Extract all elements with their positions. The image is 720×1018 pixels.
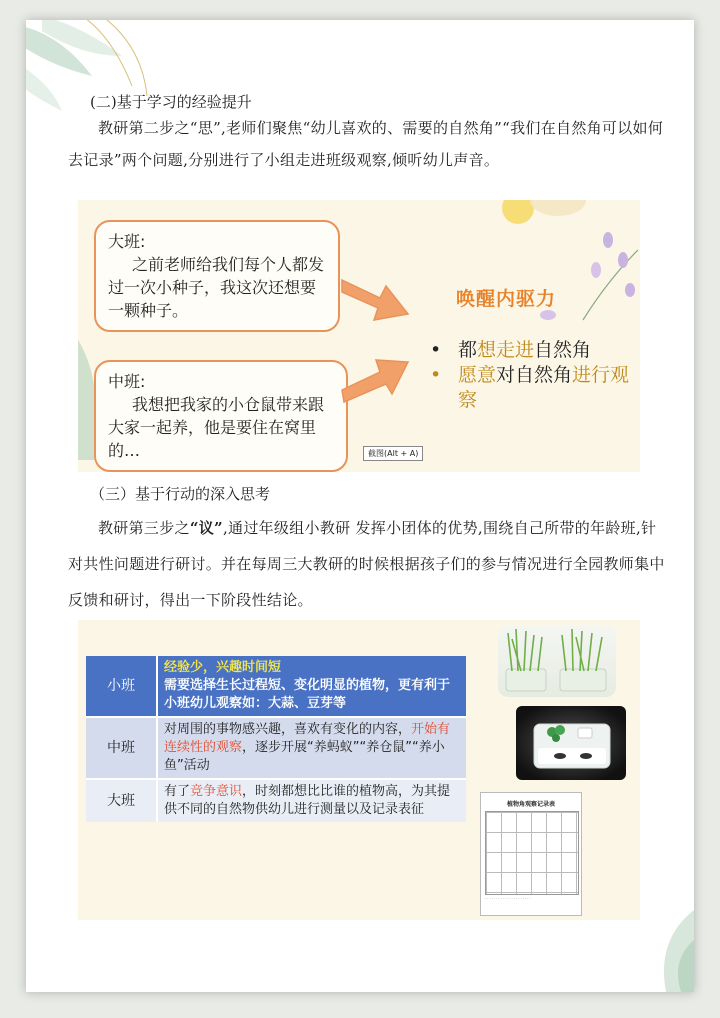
description-cell xyxy=(157,779,466,822)
observation-record-sheet xyxy=(480,792,582,916)
bullet-text: 对自然角 xyxy=(496,364,573,386)
speech-bubble-big-class xyxy=(94,220,340,332)
bullet-highlight: 进行观察 xyxy=(458,364,630,411)
bubble-speaker: 中班: xyxy=(108,372,146,391)
paragraph-quote: “议” xyxy=(189,519,223,537)
description-text: 有了 xyxy=(164,784,191,799)
table-row xyxy=(86,779,466,822)
description-highlight: 经验少，兴趣时间短 xyxy=(164,660,282,675)
bullet-text: 都 xyxy=(458,339,478,361)
description-cell xyxy=(157,656,466,717)
bullet-list xyxy=(426,338,636,413)
bullet-highlight: 想走进 xyxy=(477,339,535,361)
document-page xyxy=(26,20,694,992)
arrow-right-icon xyxy=(340,270,410,326)
bubble-speaker: 大班: xyxy=(108,232,146,251)
age-group-table xyxy=(86,656,466,822)
bubble-text: 我想把我家的小仓鼠带来跟大家一起养，他是要住在窝里的… xyxy=(108,395,325,460)
bullet-item xyxy=(426,363,636,413)
paragraph-text: ,通过年级组小教研 发挥小团体的优势,围绕自己所带的年龄班,针对共性问题进行研讨。并在每周三大教研的时候根据孩子们的参与情况进行全园教师集中反馈和研讨，得出一下阶段性结论。 xyxy=(68,519,665,609)
section2-heading: (二)基于学习的经验提升 xyxy=(90,93,252,111)
description-text: 需要选择生长过程短、变化明显的植物，更有利于小班幼儿观察如：大蒜、豆芽等 xyxy=(164,678,451,711)
arrow-right-icon xyxy=(340,350,410,406)
record-grid xyxy=(485,811,579,895)
bullet-text: 自然角 xyxy=(534,339,592,361)
level-cell: 中班 xyxy=(86,717,157,779)
level-cell: 大班 xyxy=(86,779,157,822)
description-text: 对周围的事物感兴趣，喜欢有变化的内容， xyxy=(164,722,412,737)
bullet-item xyxy=(426,338,636,363)
description-highlight: 竞争意识 xyxy=(190,784,243,799)
paragraph-text: 教研第三步之 xyxy=(98,519,190,537)
section2-paragraph: 教研第二步之“思”,老师们聚焦“幼儿喜欢的、需要的自然角”“我们在自然角可以如何去记录”两个问题,分别进行了小组走进班级观察,倾听幼儿声音。 xyxy=(68,119,664,169)
bullet-dot: • xyxy=(430,364,442,386)
description-text: ，时刻都想比比谁的植物高，为其提供不同的自然物供幼儿进行测量以及记录表征 xyxy=(164,784,451,817)
description-text: ，逐步开展“养蚂蚁”“养仓鼠”“养小鱼”活动 xyxy=(164,740,445,773)
slide-age-group-conclusions xyxy=(78,620,640,920)
screenshot-shortcut-tag[interactable]: 截图(Alt + A) xyxy=(363,446,423,461)
section3-paragraph xyxy=(68,510,668,618)
sprouts-photo xyxy=(498,625,616,697)
section3-heading: （三）基于行动的深入思考 xyxy=(90,485,271,503)
speech-bubble-middle-class xyxy=(94,360,348,472)
record-sheet-note: · · · · · · · · · · · · · · · · · · · · · xyxy=(485,897,531,901)
description-cell xyxy=(157,717,466,779)
bullet-dot: • xyxy=(430,339,442,361)
bubble-text: 之前老师给我们每个人都发过一次小种子，我这次还想要一颗种子。 xyxy=(108,255,325,320)
level-cell: 小班 xyxy=(86,656,157,717)
slide-title: 唤醒内驱力 xyxy=(456,288,557,310)
fish-tank-photo xyxy=(516,706,626,780)
bullet-highlight: 愿意 xyxy=(458,364,497,386)
description-highlight: 开始有连续性的观察 xyxy=(164,722,451,755)
table-row xyxy=(86,656,466,717)
record-sheet-title: 植物角观察记录表 xyxy=(506,801,555,808)
table-row xyxy=(86,717,466,779)
slide-awaken-motivation xyxy=(78,200,640,472)
